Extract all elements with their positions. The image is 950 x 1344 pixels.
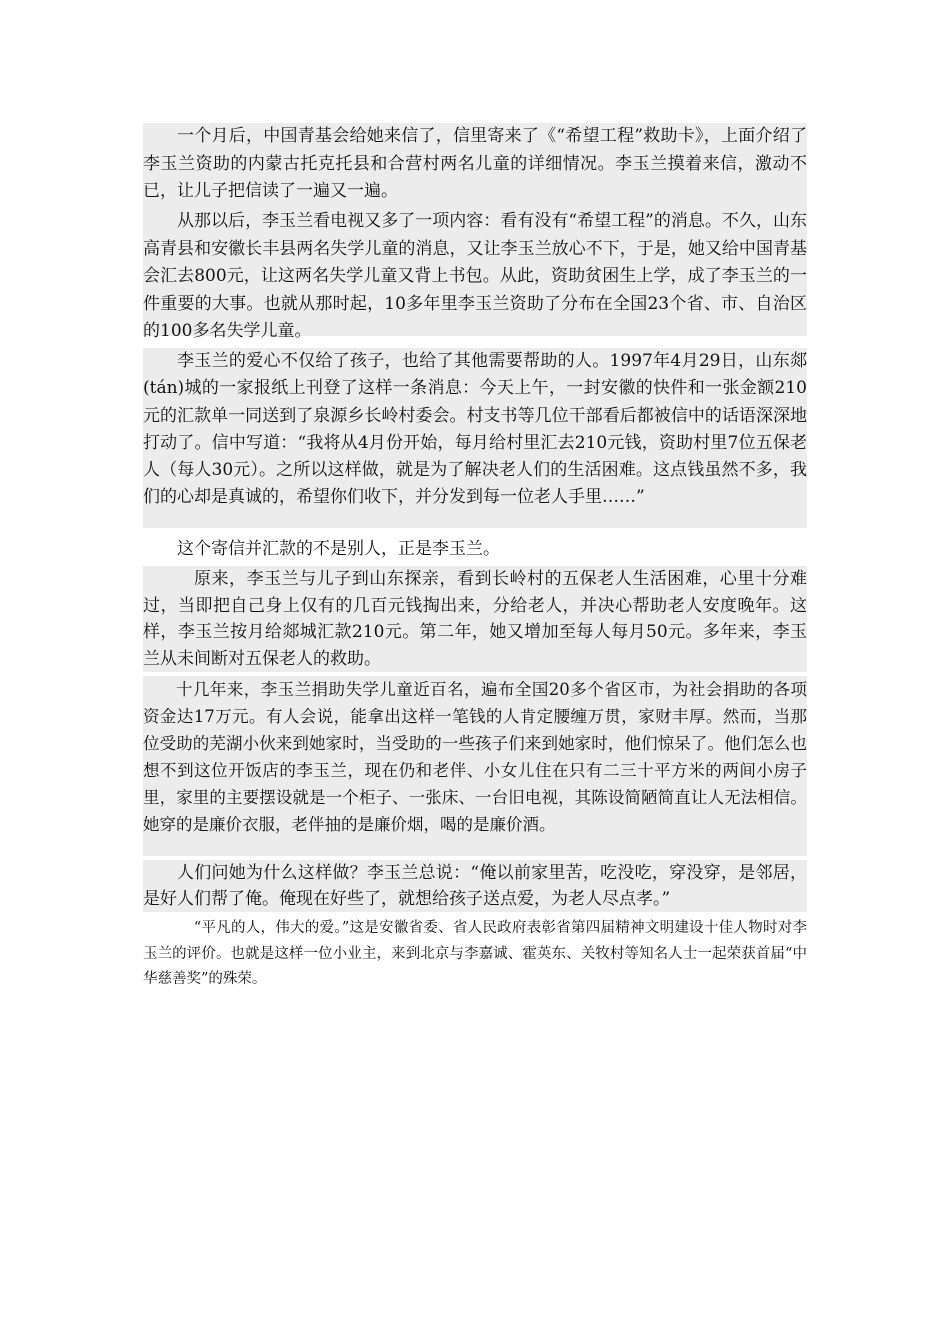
paragraph-7: 人们问她为什么这样做？李玉兰总说：“俺以前家里苦，吃没吃，穿没穿，是邻居，是好人们帮了俺。俺现在好些了，就想给孩子送点爱，为老人尽点孝。” [143, 860, 807, 912]
paragraph-6: 十几年来，李玉兰捐助失学儿童近百名，遍布全国20多个省区市，为社会捐助的各项资金达17万元。有人会说，能拿出这样一笔钱的人肯定腰缠万贯，家财丰厚。然而，当那位受助的芜湖小伙来到她家时，当受助的一些孩子们来到她家时，他们惊呆了。他们怎么也想不到这位开饭店的李玉兰，现在仍和老伴、小女儿住在只有二三十平方米的两间小房子里，家里的主要摆设就是一个柜子、一张床、一台旧电视，其陈设简陋简直让人无法相信。她穿的是廉价衣服，老伴抽的是廉价烟，喝的是廉价酒。 [143, 676, 807, 856]
paragraph-8: “平凡的人，伟大的爱。”这是安徽省委、省人民政府表彰省第四届精神文明建设十佳人物时对李玉兰的评价。也就是这样一位小业主，来到北京与李嘉诚、霍英东、关牧村等知名人士一起荣获首届“中华慈善奖”的殊荣。 [143, 920, 807, 987]
paragraph-2: 从那以后，李玉兰看电视又多了一项内容：看有没有“希望工程”的消息。不久，山东高青县和安徽长丰县两名失学儿童的消息，又让李玉兰放心不下，于是，她又给中国青基会汇去800元，让这两名失学儿童又背上书包。从此，资助贫困生上学，成了李玉兰的一件重要的大事。也就从那时起，10多年里李玉兰资助了分布在全国23个省、市、自治区的100多名失学儿童。 [143, 208, 807, 336]
paragraph-1: 一个月后，中国青基会给她来信了，信里寄来了《“希望工程”救助卡》，上面介绍了李玉兰资助的内蒙古托克托县和合营村两名儿童的详细情况。李玉兰摸着来信，激动不已，让儿子把信读了一遍又一遍。 [143, 123, 807, 208]
paragraph-3: 李玉兰的爱心不仅给了孩子，也给了其他需要帮助的人。1997年4月29日，山东郯(tán)城的一家报纸上刊登了这样一条消息：今天上午，一封安徽的快件和一张金额210元的汇款单一同送到了泉源乡长岭村委会。村支书等几位干部看后都被信中的话语深深地打动了。信中写道：“我将从4月份开始，每月给村里汇去210元钱，资助村里7位五保老人（每人30元）。之所以这样做，就是为了解决老人们的生活困难。这点钱虽然不多，我们的心却是真诚的，希望你们收下，并分发到每一位老人手里……” [143, 348, 807, 528]
paragraph-4: 这个寄信并汇款的不是别人，正是李玉兰。 [177, 539, 500, 559]
paragraph-5: 原来，李玉兰与儿子到山东探亲，看到长岭村的五保老人生活困难，心里十分难过，当即把自己身上仅有的几百元钱掏出来，分给老人，并决心帮助老人安度晚年。这样，李玉兰按月给郯城汇款210元。第二年，她又增加至每人每月50元。多年来，李玉兰从未间断对五保老人的救助。 [143, 566, 807, 672]
